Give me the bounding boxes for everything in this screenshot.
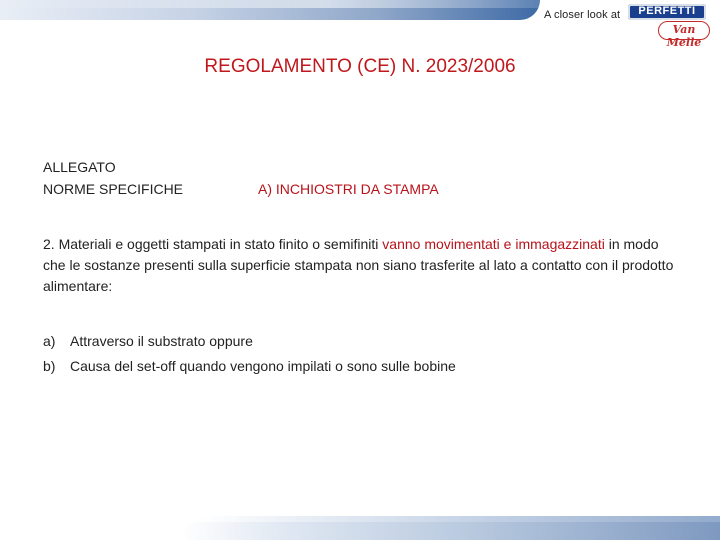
brand-sub-text: Van Melle [666,23,702,49]
paragraph-text-2: in modo che le sostanze presenti sulla superficie stampata non siano trasferite al lato a contatto con il prodotto alimentare: [43,236,674,294]
annex-line-2: NORME SPECIFICHE [43,181,184,197]
top-band-shine [0,0,540,8]
section-heading: A) INCHIOSTRI DA STAMPA [258,181,439,197]
list-item [43,329,683,354]
list-item-text: Causa del set-off quando vengono impilati o sono sulle bobine [70,358,456,374]
annex-heading [43,156,183,200]
list-marker: a) [43,333,56,349]
brand-logo-box [628,4,706,20]
slide-title: REGOLAMENTO (CE) N. 2023/2006 [204,56,516,77]
paragraph-highlight: vanno movimentati e immagazzinati [382,236,605,252]
list-marker: b) [43,358,56,374]
list-item [43,354,683,379]
brand-name: PERFETTI [638,5,696,17]
bottom-decorative-band [180,522,720,540]
brand-logo [628,4,710,49]
brand-sub-badge [658,21,710,49]
conditions-list [43,329,683,379]
paragraph-text-1: 2. Materiali e oggetti stampati in stato finito o semifiniti [43,236,383,252]
header-tagline: A closer look at [544,9,621,21]
body-paragraph [43,234,683,297]
annex-line-1: ALLEGATO [43,159,116,175]
list-item-text: Attraverso il substrato oppure [70,333,253,349]
